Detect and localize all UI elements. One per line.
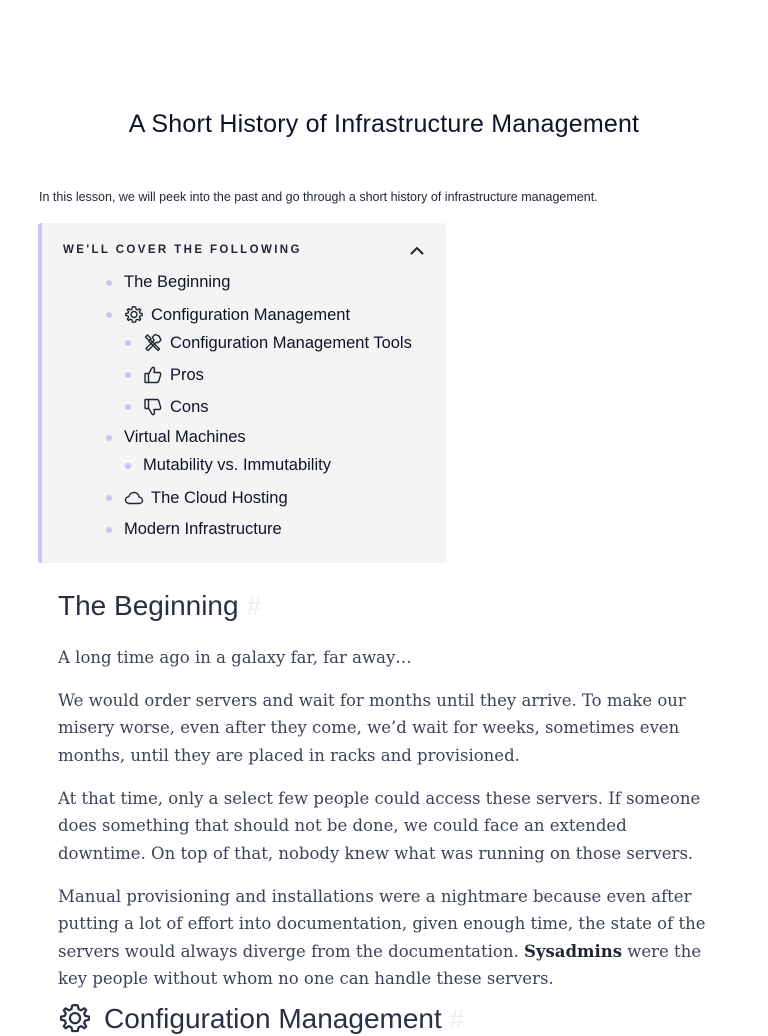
section-heading-the-beginning bbox=[58, 590, 718, 622]
paragraph-text: were the key people without whom no one can handle these servers. bbox=[58, 941, 702, 988]
gear-icon bbox=[124, 305, 144, 325]
thumbs-down-icon bbox=[143, 397, 163, 417]
toc-item-label: Virtual Machines bbox=[124, 428, 246, 446]
bullet bbox=[106, 495, 112, 501]
toc-item-pros[interactable] bbox=[143, 365, 204, 385]
gear-icon bbox=[58, 1002, 92, 1036]
toc-item-mutability-vs-immutability[interactable] bbox=[143, 456, 331, 475]
paragraph: We would order servers and wait for months until they arrive. To make our misery worse, even after they come, we’d wait for weeks, sometimes even months, until they are placed in racks and provisioned. bbox=[58, 691, 686, 765]
thumbs-up-icon bbox=[143, 365, 163, 385]
bullet bbox=[106, 280, 112, 286]
bullet bbox=[106, 527, 112, 533]
section-anchor-link[interactable]: # bbox=[449, 1003, 465, 1034]
table-of-contents bbox=[38, 223, 446, 563]
bullet bbox=[125, 463, 131, 469]
toc-item-label: Mutability vs. Immutability bbox=[143, 456, 331, 474]
bullet bbox=[125, 340, 131, 346]
paragraph bbox=[58, 883, 718, 992]
paragraph-text: Manual provisioning and installations were a nightmare because even after putting a lot of effort into documentation, given enough time, the state of the servers would always diverge from the documentation. bbox=[58, 887, 706, 961]
bold-term-sysadmins: Sysadmins bbox=[523, 941, 623, 961]
toc-item-label: The Beginning bbox=[124, 273, 231, 291]
toc-item-label: Configuration Management Tools bbox=[170, 333, 412, 352]
lesson-intro: In this lesson, we will peek into the past and go through a short history of infrastructure management. bbox=[39, 190, 598, 204]
bullet bbox=[106, 312, 112, 318]
chevron-up-icon bbox=[410, 246, 424, 255]
section-heading-configuration-management bbox=[58, 1002, 464, 1036]
section-anchor-link[interactable]: # bbox=[246, 590, 262, 621]
page-title: A Short History of Infrastructure Management bbox=[128, 110, 640, 138]
toc-item-label: Pros bbox=[170, 365, 204, 384]
toc-header: WE'LL COVER THE FOLLOWING bbox=[63, 244, 302, 256]
toc-item-the-cloud-hosting[interactable] bbox=[124, 488, 288, 508]
paragraph: A long time ago in a galaxy far, far away… bbox=[58, 648, 412, 667]
paragraph: At that time, only a select few people could access these servers. If someone does something that should not be done, we could face an extended downtime. On top of that, nobody knew what was running on those servers. bbox=[58, 789, 701, 863]
toc-item-configuration-management[interactable] bbox=[124, 305, 350, 325]
bullet bbox=[125, 404, 131, 410]
toc-collapse-toggle[interactable] bbox=[408, 241, 426, 259]
bullet bbox=[125, 372, 131, 378]
cloud-icon bbox=[124, 488, 144, 508]
bullet bbox=[106, 435, 112, 441]
toc-item-cons[interactable] bbox=[143, 397, 209, 417]
toc-item-virtual-machines[interactable] bbox=[124, 428, 246, 447]
toc-item-modern-infrastructure[interactable] bbox=[124, 520, 282, 539]
toc-item-label: The Cloud Hosting bbox=[151, 488, 288, 507]
section-title: Configuration Management bbox=[104, 1003, 442, 1034]
section-title: The Beginning bbox=[58, 590, 239, 621]
lesson-content bbox=[58, 590, 718, 1034]
toc-item-label: Modern Infrastructure bbox=[124, 520, 282, 538]
toc-item-the-beginning[interactable] bbox=[124, 273, 230, 292]
toc-item-label: Configuration Management bbox=[151, 305, 351, 324]
toc-item-label: Cons bbox=[170, 397, 209, 416]
toc-item-configuration-management-tools[interactable] bbox=[143, 333, 412, 353]
tools-icon bbox=[143, 333, 163, 353]
